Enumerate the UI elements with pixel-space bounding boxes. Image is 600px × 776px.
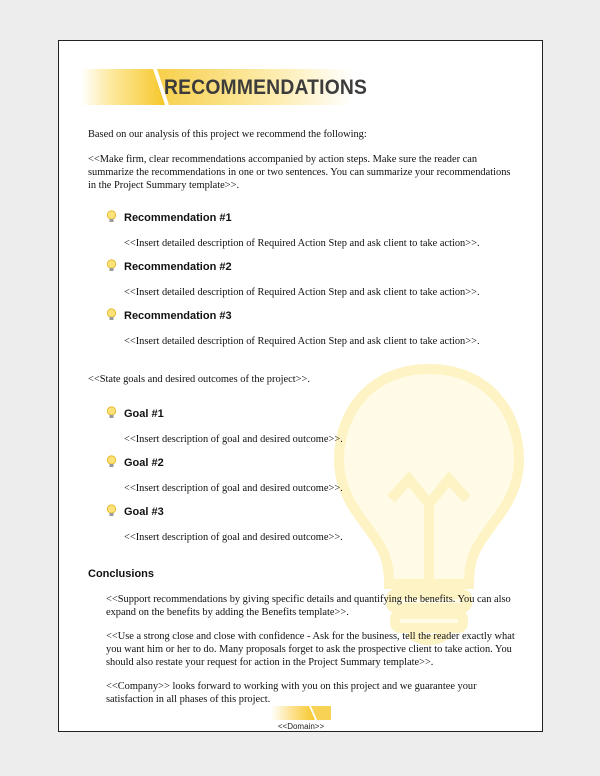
recommendation-1-description: <<Insert detailed description of Required Action Step and ask client to take action>>. xyxy=(124,238,480,249)
conclusions-heading: Conclusions xyxy=(88,568,155,580)
goal-3-description: <<Insert description of goal and desired outcome>>. xyxy=(124,532,343,543)
recommendation-3-description: <<Insert detailed description of Required Action Step and ask client to take action>>. xyxy=(124,336,480,347)
lightbulb-icon xyxy=(106,308,117,322)
lead-paragraph: <<Make firm, clear recommendations accompanied by action steps. Make sure the reader can summarize the recommendations in one or two sentences. You can summarize your recommendations in the Project Summary template>>. xyxy=(88,154,511,192)
lightbulb-icon xyxy=(106,504,117,518)
lightbulb-icon xyxy=(106,406,117,420)
conclusion-paragraph-2: <<Use a strong close and close with confidence - Ask for the business, tell the reader exactly what you want him or her to do. Many proposals forget to ask the prospective client to take action. You should also restate your request for action in the Project Summary template>>. xyxy=(106,631,515,669)
lightbulb-icon xyxy=(106,259,117,273)
lightbulb-icon xyxy=(106,455,117,469)
footer-domain: <<Domain>> xyxy=(277,722,325,731)
lightbulb-icon xyxy=(106,210,117,224)
goal-1-description: <<Insert description of goal and desired outcome>>. xyxy=(124,434,343,445)
conclusion-paragraph-1: <<Support recommendations by giving specific details and quantifying the benefits. You can also expand on the benefits by adding the Benefits template>>. xyxy=(106,594,511,619)
page-title: RECOMMENDATIONS xyxy=(164,76,368,99)
document-page: RECOMMENDATIONS Based on our analysis of this project we recommend the following: <<Make firm, clear recommendations accompanied by action steps. Make sure the reader can summarize the recommendations in one or two sentences. You can summarize your recommendations in the Project Summary template>>. Recommendation #1 <<Insert detailed description of Required Action Step and ask client to take action>>. Recommendation #2 <<Insert detailed description of Required Action Step and ask client to take action>>. Recommendation #3 <<Insert detailed description of Required Action Step and ask client to take action>>. <<State goals and desired outcomes of the project>>. Goal #1 <<Insert description of goal and desired outcome>>. Goal #2 <<Insert description of goal and desired outcome>>. Goal #3 <<Insert description of goal and desired outcome>>. Conclusions <<Support recommendations by giving specific details and quantifying the benefits. You can also expand on the benefits by adding the Benefits template>>. <<Use a strong close and close with confidence - Ask for the business, tell the reader exactly what you want him or her to do. Many proposals forget to ask the prospective client to take action. You should also restate your request for action in the Project Summary template>>. <<Company>> looks forward to working with you on this project and we guarantee your satisfaction in all phases of this project. <<Domain>> xyxy=(58,40,543,732)
recommendation-2-description: <<Insert detailed description of Required Action Step and ask client to take action>>. xyxy=(124,287,480,298)
intro-text: Based on our analysis of this project we recommend the following: xyxy=(88,129,367,140)
conclusion-paragraph-3: <<Company>> looks forward to working with you on this project and we guarantee your satisfaction in all phases of this project. xyxy=(106,681,477,706)
goal-2-description: <<Insert description of goal and desired outcome>>. xyxy=(124,483,343,494)
goals-intro: <<State goals and desired outcomes of the project>>. xyxy=(88,374,310,385)
